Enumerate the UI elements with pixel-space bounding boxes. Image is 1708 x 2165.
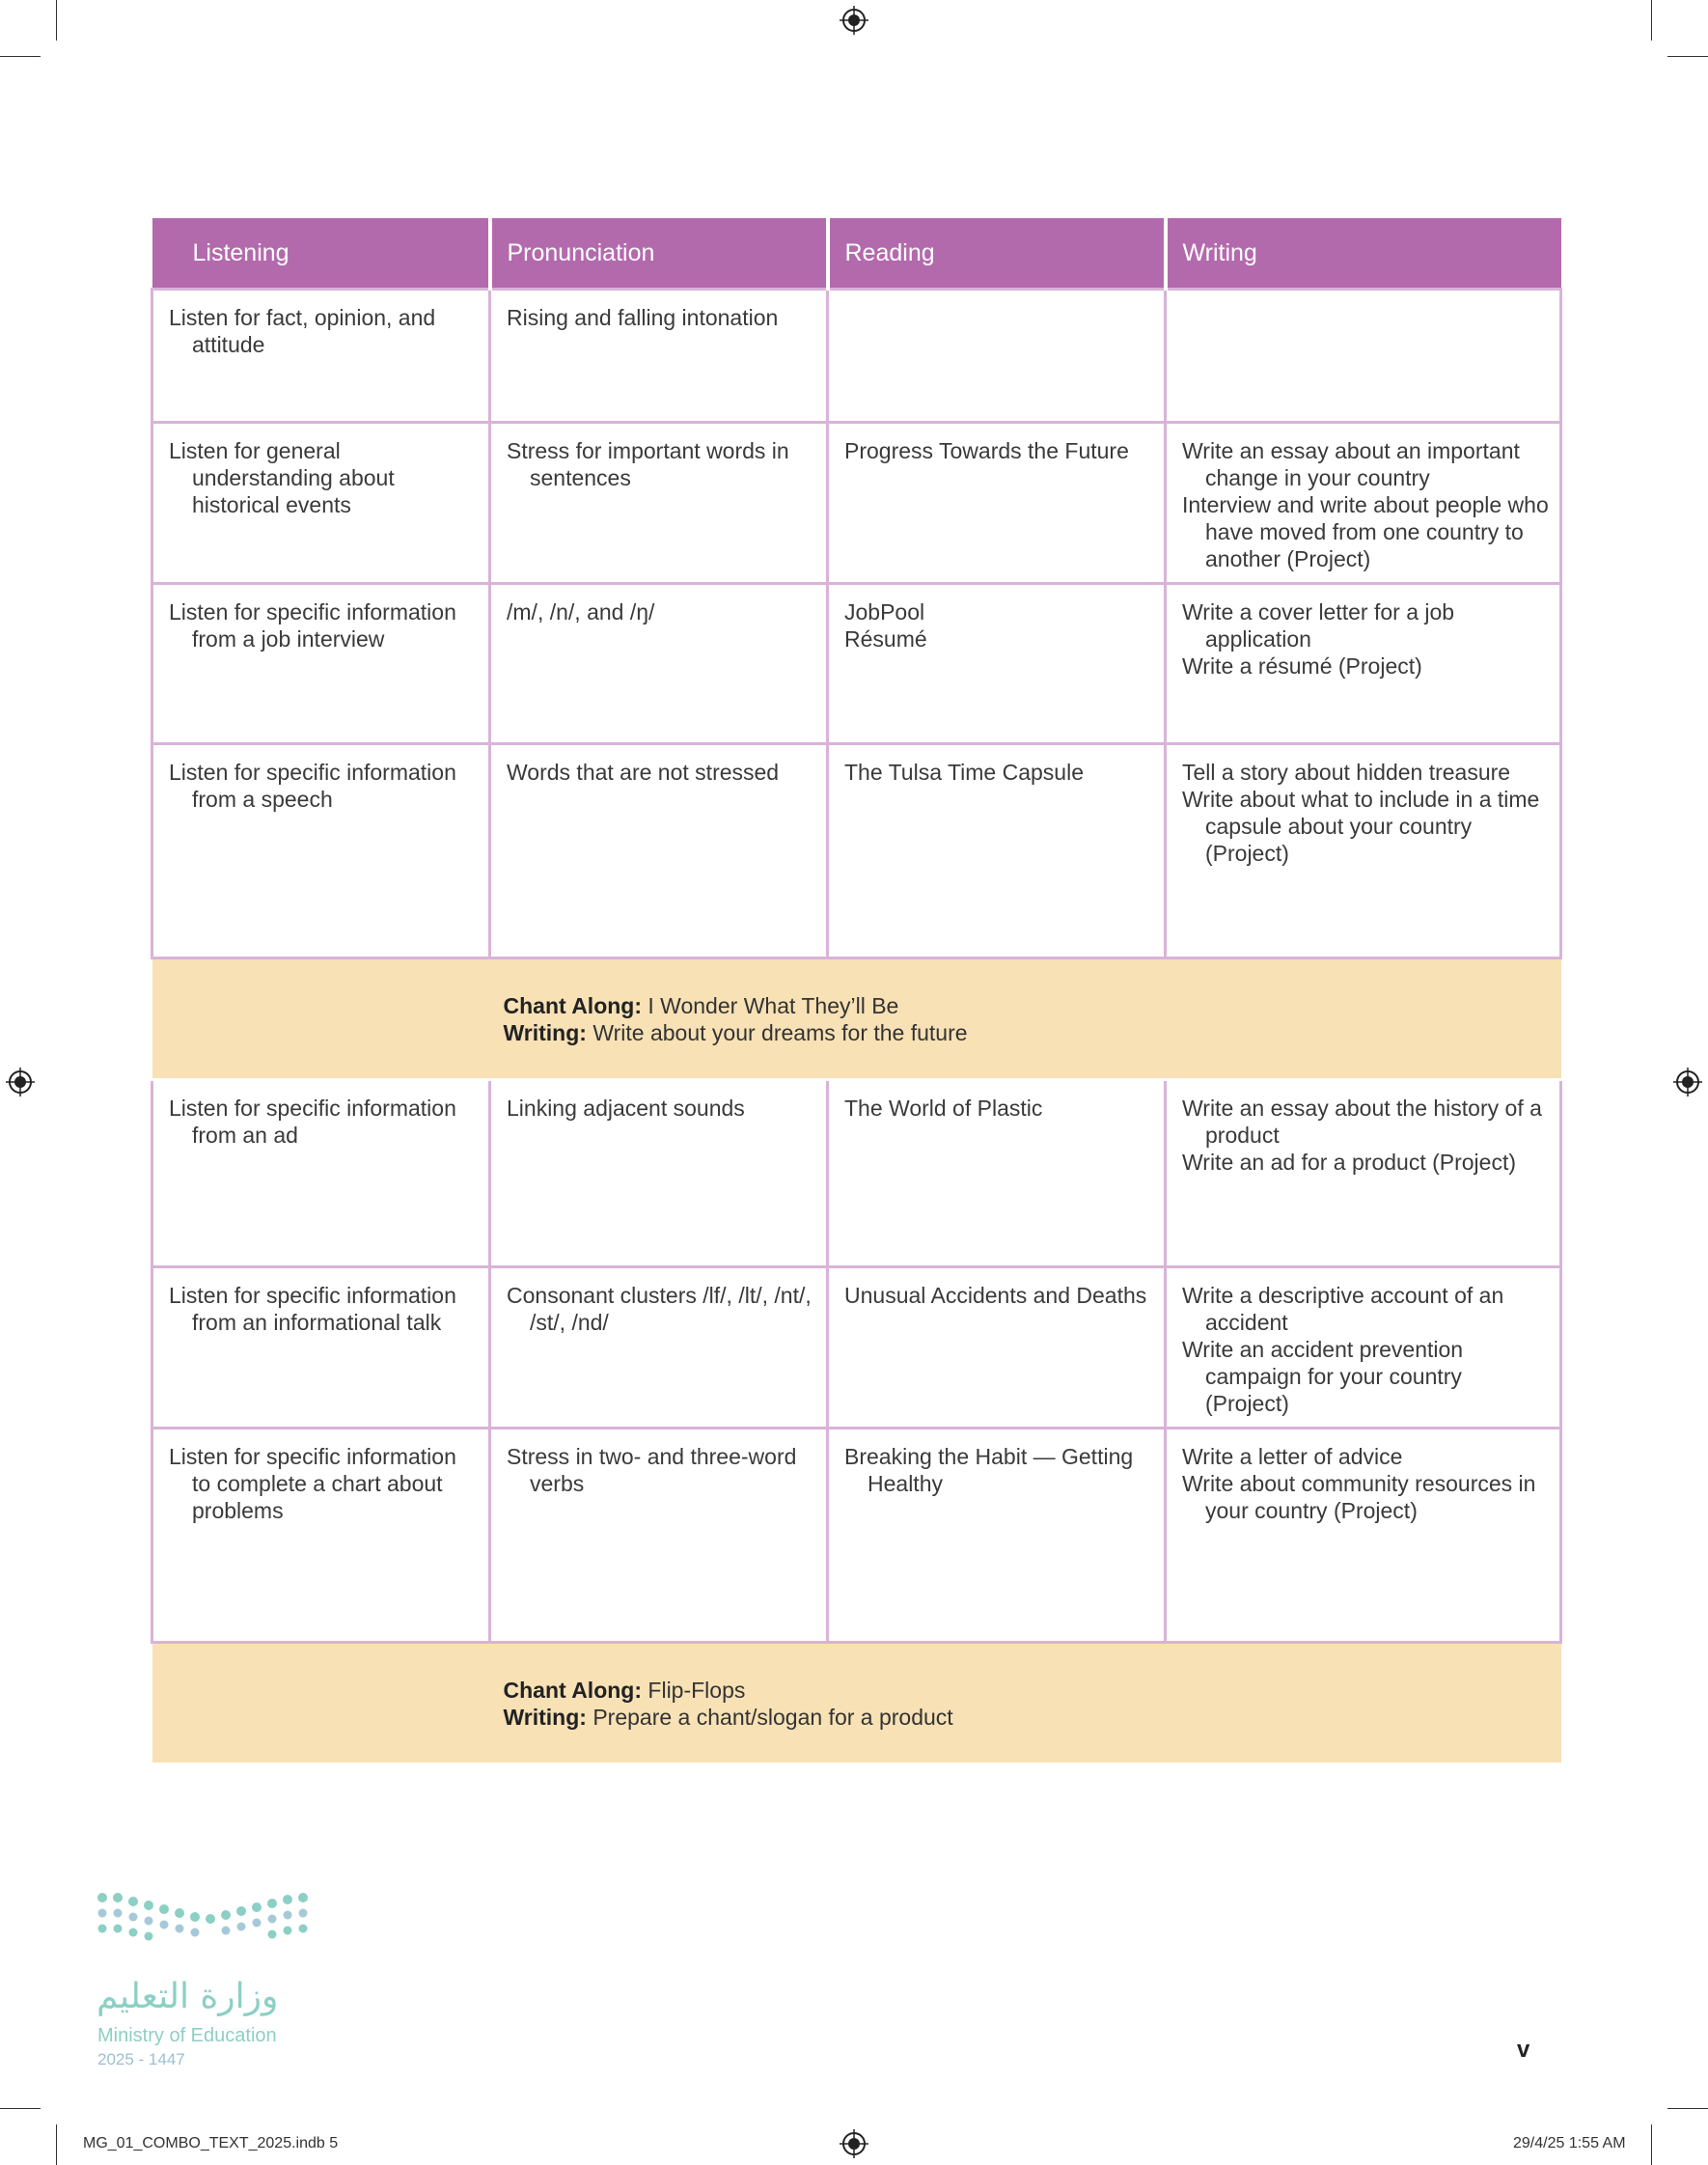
cell-writing: [1166, 1429, 1561, 1643]
header-reading: Reading: [828, 218, 1166, 290]
logo-english-text: Ministry of Education: [97, 2025, 277, 2046]
cell-line: Unusual Accidents and Deaths: [844, 1283, 1147, 1308]
cell-pronunciation: [490, 584, 828, 744]
header-writing: Writing: [1166, 218, 1561, 290]
cell-line: Linking adjacent sounds: [507, 1096, 745, 1121]
cell-reading: [828, 1429, 1166, 1643]
cell-writing: [1166, 1080, 1561, 1267]
cell-listening: [152, 584, 490, 744]
cell-writing: [1166, 290, 1561, 423]
cell-reading: [828, 584, 1166, 744]
cell-listening: [152, 1429, 490, 1643]
cell-reading: [828, 290, 1166, 423]
cell-reading: [828, 423, 1166, 584]
cell-listening: [152, 290, 490, 423]
cell-line: The Tulsa Time Capsule: [844, 760, 1085, 785]
crop-mark: [0, 2108, 41, 2109]
cell-line: Consonant clusters /lf/, /lt/, /nt/, /st/, /nd/: [507, 1283, 812, 1335]
cell-line: Résumé: [844, 626, 927, 652]
cell-line: JobPool: [844, 599, 925, 625]
footer-date: 29/4/25 1:55 AM: [1513, 2135, 1626, 2151]
cell-line: Write an essay about an important change in your country: [1182, 438, 1520, 490]
chant-along-row: [152, 1643, 1561, 1764]
cell-pronunciation: [490, 744, 828, 958]
cell-line: Listen for specific information from a job interview: [169, 599, 456, 652]
crop-mark: [0, 56, 41, 57]
chant-along-cell: [152, 1643, 1561, 1764]
cell-line: Write an essay about the history of a product: [1182, 1096, 1542, 1148]
footer-file-name: MG_01_COMBO_TEXT_2025.indb 5: [83, 2135, 339, 2151]
cell-line: Words that are not stressed: [507, 760, 780, 785]
writing-label: Writing:: [503, 1019, 587, 1045]
cell-reading: [828, 744, 1166, 958]
cell-line: Write an ad for a product (Project): [1182, 1150, 1516, 1175]
crop-mark: [1667, 2108, 1708, 2109]
writing-label: Writing:: [503, 1704, 587, 1730]
logo-year-text: 2025 - 1447: [97, 2050, 185, 2068]
header-pronunciation: Pronunciation: [490, 218, 828, 290]
cell-line: Write a cover letter for a job application: [1182, 599, 1455, 652]
cell-line: Write an accident prevention campaign for your country (Project): [1182, 1337, 1464, 1416]
cell-pronunciation: [490, 1429, 828, 1643]
cell-line: Rising and falling intonation: [507, 305, 779, 330]
chant-line: [504, 1677, 1561, 1704]
chant-along-text: [152, 1677, 1561, 1731]
table-row: [152, 1267, 1561, 1429]
cell-line: Write a résumé (Project): [1182, 653, 1422, 679]
cell-line: Write about what to include in a time capsule about your country (Project): [1182, 787, 1540, 866]
cell-pronunciation: [490, 290, 828, 423]
registration-mark-icon: [840, 2129, 868, 2158]
cell-line: /m/, /n/, and /ŋ/: [507, 599, 655, 625]
cell-pronunciation: [490, 423, 828, 584]
cell-pronunciation: [490, 1267, 828, 1429]
cell-line: Interview and write about people who have moved from one country to another (Project): [1182, 492, 1549, 571]
table-row: [152, 584, 1561, 744]
table-row: [152, 1080, 1561, 1267]
cell-line: Listen for specific information from a speech: [169, 760, 456, 812]
cell-writing: [1166, 423, 1561, 584]
chant-title: I Wonder What They’ll Be: [642, 992, 899, 1018]
chant-along-text: [152, 992, 1561, 1046]
crop-mark: [1651, 0, 1652, 41]
ministry-logo-icon: [96, 1890, 309, 1967]
cell-line: Listen for specific information from an informational talk: [169, 1283, 456, 1335]
cell-listening: [152, 1267, 490, 1429]
chant-label: Chant Along:: [503, 1677, 643, 1703]
chant-label: Chant Along:: [503, 992, 643, 1018]
cell-line: Stress in two- and three-word verbs: [507, 1444, 797, 1496]
chant-line: [504, 992, 1561, 1019]
cell-listening: [152, 1080, 490, 1267]
table-row: [152, 423, 1561, 584]
registration-mark-icon: [840, 6, 868, 35]
cell-line: Progress Towards the Future: [844, 438, 1129, 463]
cell-listening: [152, 744, 490, 958]
table-row: [152, 1429, 1561, 1643]
cell-reading: [828, 1080, 1166, 1267]
cell-line: Tell a story about hidden treasure: [1182, 760, 1511, 785]
header-row: [152, 218, 1561, 290]
chant-along-cell: [152, 958, 1561, 1080]
cell-writing: [1166, 584, 1561, 744]
cell-line: Listen for specific information from an ad: [169, 1096, 456, 1148]
cell-writing: [1166, 744, 1561, 958]
crop-mark: [56, 2124, 57, 2165]
chant-writing-line: [504, 1704, 1561, 1731]
chant-writing-line: [504, 1019, 1561, 1046]
logo-arabic-text: وزارة التعليم: [96, 1977, 279, 2016]
cell-listening: [152, 423, 490, 584]
cell-line: Stress for important words in sentences: [507, 438, 789, 490]
writing-task: Write about your dreams for the future: [586, 1019, 968, 1045]
writing-task: Prepare a chant/slogan for a product: [586, 1704, 953, 1730]
cell-writing: [1166, 1267, 1561, 1429]
page-number: v: [1517, 2037, 1530, 2063]
crop-mark: [56, 0, 57, 41]
cell-line: Breaking the Habit — Getting Healthy: [844, 1444, 1134, 1496]
scope-sequence-table-wrap: [151, 218, 1559, 1765]
chant-title: Flip-Flops: [642, 1677, 746, 1703]
cell-pronunciation: [490, 1080, 828, 1267]
cell-line: The World of Plastic: [844, 1096, 1043, 1121]
registration-mark-icon: [1673, 1068, 1702, 1096]
chant-along-row: [152, 958, 1561, 1080]
table-row: [152, 744, 1561, 958]
scope-sequence-table: [151, 218, 1562, 1765]
crop-mark: [1651, 2124, 1652, 2165]
cell-line: Write about community resources in your country (Project): [1182, 1471, 1536, 1523]
header-listening: Listening: [152, 218, 490, 290]
registration-mark-icon: [6, 1068, 35, 1096]
crop-mark: [1667, 56, 1708, 57]
cell-line: Listen for general understanding about historical events: [169, 438, 395, 517]
cell-line: Write a descriptive account of an accident: [1182, 1283, 1504, 1335]
cell-reading: [828, 1267, 1166, 1429]
table-row: [152, 290, 1561, 423]
cell-line: Write a letter of advice: [1182, 1444, 1403, 1469]
cell-line: Listen for fact, opinion, and attitude: [169, 305, 436, 357]
cell-line: Listen for specific information to complete a chart about problems: [169, 1444, 456, 1523]
